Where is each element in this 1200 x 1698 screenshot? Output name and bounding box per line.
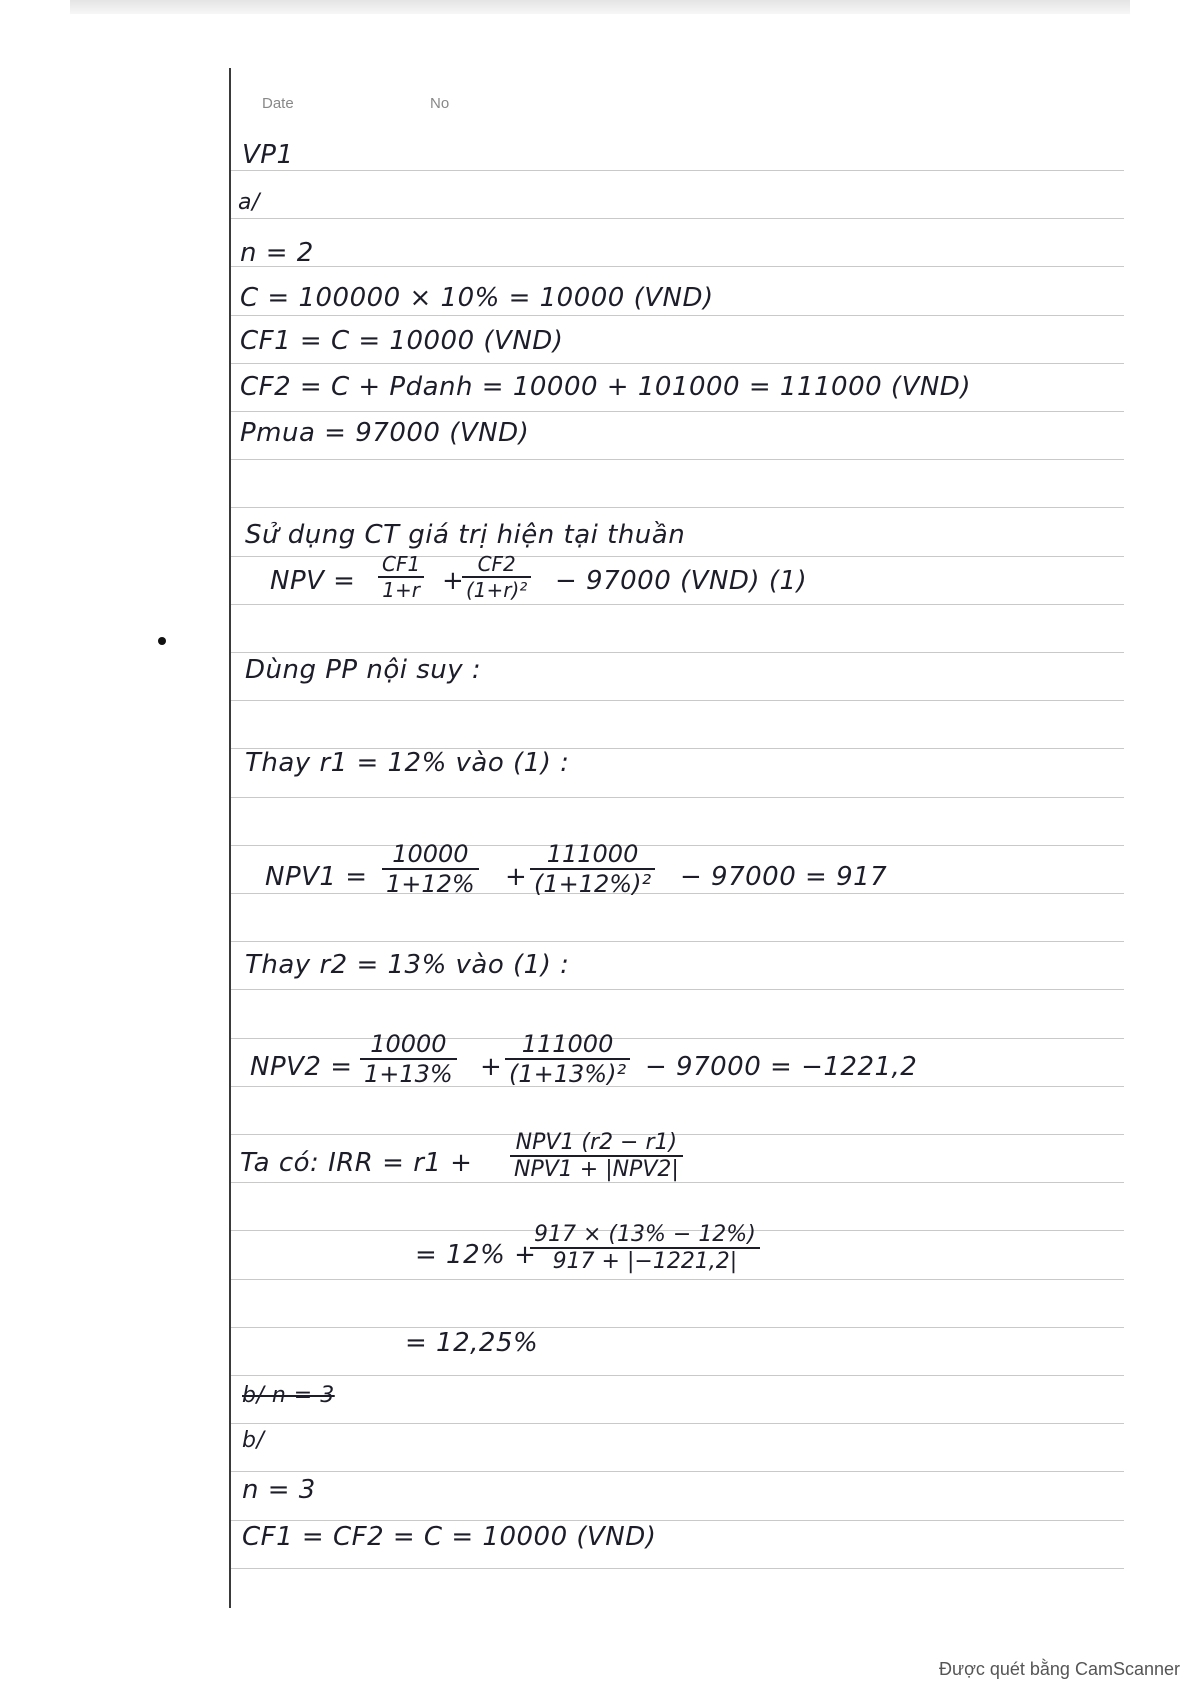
ruled-line [229,1375,1124,1376]
ruled-line [229,266,1124,267]
ruled-line [229,1327,1124,1328]
ruled-line [229,604,1124,605]
line-cf-b: CF1 = CF2 = C = 10000 (VND) [242,1522,657,1552]
npv2-lhs: NPV2 = [250,1052,353,1082]
npv-frac-2-num: CF2 [462,552,531,578]
margin-line [229,68,231,1608]
line-vp1: VP1 [242,140,294,170]
npv2-frac-1-num: 10000 [360,1030,457,1060]
ruled-line [229,170,1124,171]
npv-plus: + [442,566,465,596]
npv1-lhs: NPV1 = [265,862,368,892]
line-n: n = 2 [240,238,314,268]
line-coupon: C = 100000 × 10% = 10000 (VND) [240,283,714,313]
npv1-frac-2 [530,840,655,898]
ruled-line [229,941,1124,942]
npv2-frac-2-den: (1+13%)² [509,1060,627,1088]
ruled-line [229,556,1124,557]
npv2-frac-1 [360,1030,457,1088]
irr-sub-frac-num: 917 × (13% − 12%) [530,1222,760,1249]
ruled-line [229,1471,1124,1472]
npv1-frac-1-den: 1+12% [386,870,475,898]
irr-frac [510,1130,683,1182]
line-r2: Thay r2 = 13% vào (1) : [245,950,570,980]
irr-frac-num: NPV1 (r2 − r1) [510,1130,683,1157]
npv1-rest: − 97000 = 917 [680,862,888,892]
npv-rest: − 97000 (VND) (1) [555,566,808,596]
line-cf2: CF2 = C + Pdanh = 10000 + 101000 = 111000 (VND) [240,372,971,402]
ruled-line [229,1568,1124,1569]
ruled-line [229,315,1124,316]
ruled-line [229,652,1124,653]
ruled-line [229,845,1124,846]
npv2-rest: − 97000 = −1221,2 [645,1052,918,1082]
npv-lhs: NPV = [270,566,356,596]
npv-frac-2 [462,552,531,602]
npv1-frac-1 [382,840,479,898]
ruled-line [229,218,1124,219]
ink-dot [158,637,166,645]
npv1-frac-1-num: 10000 [382,840,479,870]
irr-result: = 12,25% [405,1328,539,1358]
ruled-line [229,1182,1124,1183]
scanner-watermark: Được quét bằng CamScanner [939,1659,1180,1679]
npv-frac-1-den: 1+r [382,578,420,602]
ruled-line [229,363,1124,364]
ruled-line [229,893,1124,894]
irr-sub-frac-den: 917 + |−1221,2| [552,1249,738,1274]
npv2-frac-2-num: 111000 [505,1030,630,1060]
no-label: No [430,95,450,112]
irr-frac-den: NPV1 + |NPV2| [514,1157,679,1182]
date-label: Date [262,95,294,112]
line-pmua: Pmua = 97000 (VND) [240,418,530,448]
ruled-line [229,411,1124,412]
line-npv-intro: Sử dụng CT giá trị hiện tại thuần [245,520,686,550]
line-n3: n = 3 [242,1475,316,1505]
npv-frac-1-num: CF1 [378,552,424,578]
line-r1: Thay r1 = 12% vào (1) : [245,748,570,778]
ruled-line [229,459,1124,460]
npv1-plus: + [505,862,528,892]
irr-sub-frac [530,1222,760,1274]
irr-lhs: Ta có: IRR = r1 + [240,1148,473,1178]
irr-sub-lhs: = 12% + [415,1240,537,1270]
ruled-line [229,989,1124,990]
line-part-b: b/ [242,1428,265,1453]
ruled-line [229,507,1124,508]
ruled-line [229,1279,1124,1280]
npv-frac-2-den: (1+r)² [466,578,528,602]
line-interpolation: Dùng PP nội suy : [245,655,482,685]
npv1-frac-2-den: (1+12%)² [534,870,652,898]
line-struck: b/ n = 3 [242,1383,335,1408]
npv2-frac-1-den: 1+13% [364,1060,453,1088]
line-cf1: CF1 = C = 10000 (VND) [240,326,564,356]
ruled-line [229,797,1124,798]
npv-frac-1 [378,552,424,602]
npv2-frac-2 [505,1030,630,1088]
npv1-frac-2-num: 111000 [530,840,655,870]
ruled-line [229,1520,1124,1521]
npv2-plus: + [480,1052,503,1082]
ruled-line [229,700,1124,701]
line-part-a: a/ [238,190,260,215]
ruled-line [229,1423,1124,1424]
